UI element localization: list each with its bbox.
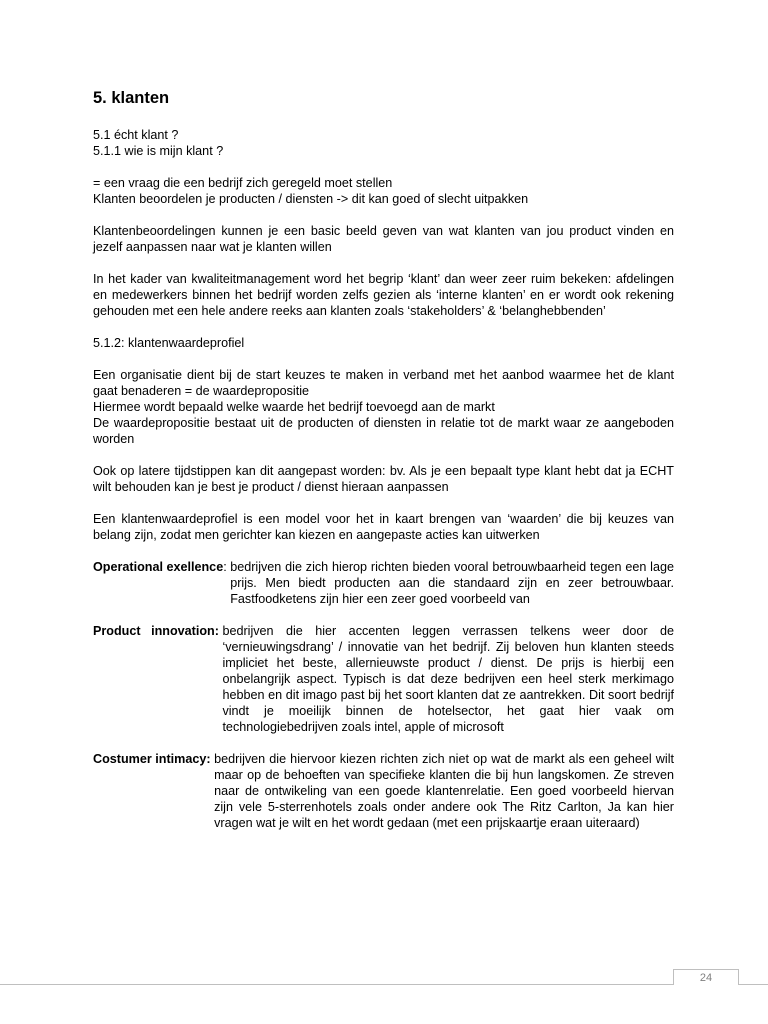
subsubsection-heading: 5.1.2: klantenwaardeprofiel xyxy=(93,336,245,350)
paragraph: Klantenbeoordelingen kunnen je een basic beeld geven van wat klanten van jou product vinden en jezelf aanpassen naar wat je klanten willen xyxy=(93,224,674,254)
definition-term: Product innovation: xyxy=(93,624,219,638)
section-heading: 5. klanten xyxy=(93,89,170,107)
footer-divider xyxy=(0,984,768,985)
paragraph: = een vraag die een bedrijf zich geregeld moet stellen xyxy=(93,176,393,190)
paragraph: Klanten beoordelen je producten / diensten -> dit kan goed of slecht uitpakken xyxy=(93,192,529,206)
definition-text: bedrijven die zich hierop richten bieden vooral betrouwbaarheid tegen een lage prijs. Men biedt producten aan die standaard zijn en zeer betrouwbaar. Fastfoodketens zijn hier een zeer goed voorbeeld van xyxy=(230,560,674,606)
paragraph: Een klantenwaardeprofiel is een model voor het in kaart brengen van ‘waarden’ die bij keuzes van belang zijn, zodat men gerichter kan kiezen en aangepaste acties kan uitwerken xyxy=(93,512,674,542)
paragraph: Een organisatie dient bij de start keuzes te maken in verband met het aanbod waarmee het de klant gaat benaderen = de waardepropositie xyxy=(93,368,674,398)
paragraph: Ook op latere tijdstippen kan dit aangepast worden: bv. Als je een bepaalt type klant hebt dat ja ECHT wilt behouden kan je best je product / dienst hieraan aanpassen xyxy=(93,464,674,494)
document-body xyxy=(93,88,674,831)
definition-term: Operational exellence xyxy=(93,560,224,574)
definition-text: bedrijven die hiervoor kiezen richten zich niet op wat de markt als een geheel wilt maar op de behoeften van specifieke klanten die bij hun langskomen. Ze streven naar de ontwikeling van een goede klantenrelatie. Een goed voorbeeld hiervan zijn vele 5-sterrenhotels zoals onder andere ook The Ritz Carlton, Ja kan hier vragen wat je wilt en het wordt gedaan (met een prijskaartje eraan uiteraard) xyxy=(214,752,674,830)
definition-operational-excellence xyxy=(93,559,674,607)
definition-term: Costumer intimacy: xyxy=(93,752,211,766)
definition-text: bedrijven die hier accenten leggen verrassen telkens weer door de ‘vernieuwingsdrang’ / innovatie van het bedrijf. Zij beloven hun klanten steeds impliciet het beste, allernieuwste product / dienst. De prijs is hierbij een onbelangrijk aspect. Typisch is dat deze bedrijven een heel sterk merkimago hebben en dit imago past bij het soort klanten dat ze aantrekken. Dit soort bedrijf vindt je moeilijk binnen de hotelsector, het gaat hier vaak om technologiebedrijven zoals intel, apple of microsoft xyxy=(222,624,674,734)
paragraph: Hiermee wordt bepaald welke waarde het bedrijf toevoegd aan de markt xyxy=(93,400,495,414)
subsection-heading: 5.1 écht klant ? xyxy=(93,128,179,142)
subsubsection-heading: 5.1.1 wie is mijn klant ? xyxy=(93,144,224,158)
definition-customer-intimacy xyxy=(93,751,674,831)
paragraph: In het kader van kwaliteitmanagement word het begrip ‘klant’ dan weer zeer ruim bekeken: afdelingen en medewerkers binnen het bedrijf worden zelfs gezien als ‘interne klanten’ en er wordt ook rekening gehouden met een hele andere reeks aan klanten zoals ‘stakeholders’ & ‘belanghebbenden’ xyxy=(93,272,674,318)
page-number: 24 xyxy=(673,969,739,985)
paragraph: De waardepropositie bestaat uit de producten of diensten in relatie tot de markt waar ze aangeboden worden xyxy=(93,416,674,446)
definition-separator: : xyxy=(223,560,231,574)
definition-product-innovation xyxy=(93,623,674,735)
